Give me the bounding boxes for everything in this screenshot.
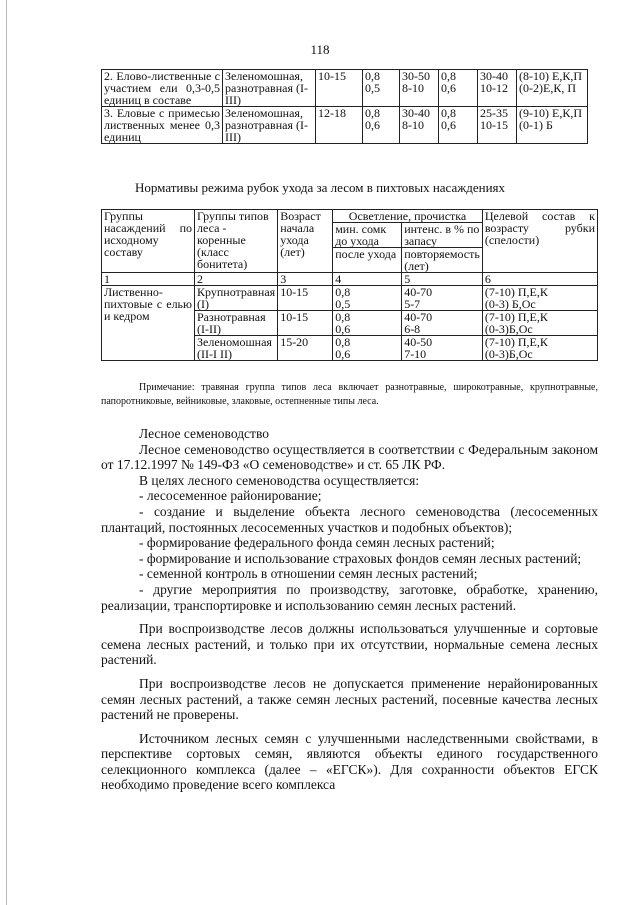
table-cell: 30-50 8-10 bbox=[400, 70, 439, 107]
header-group: Группы насаждений по исходному составу bbox=[102, 210, 195, 273]
col-number: 5 bbox=[402, 273, 483, 286]
col-number: 2 bbox=[195, 273, 278, 286]
header-intensity: интенс. в % по запасу bbox=[402, 223, 483, 248]
fir-table-title: Нормативы режима рубок ухода за лесом в пихтовых насаждениях bbox=[134, 180, 506, 195]
table-cell: 10-15 bbox=[316, 70, 363, 107]
list-item: - другие мероприятия по производству, заготовке, обработке, хранению, реализации, транспортировке и использованию семян лесных растений. bbox=[101, 581, 598, 613]
col-number: 6 bbox=[482, 273, 597, 286]
table-cell: 3. Еловые с примесью лиственных менее 0,3 единиц bbox=[102, 107, 223, 144]
table-cell: 0,8 0,6 bbox=[439, 70, 478, 107]
table-cell: 15-20 bbox=[278, 336, 333, 361]
col-number: 4 bbox=[333, 273, 402, 286]
seed-section bbox=[101, 426, 598, 793]
header-min-density: мин. сомк до ухода bbox=[333, 223, 402, 248]
paragraph: При воспроизводстве лесов должны использоваться улучшенные и сортовые семена лесных растений, и только при их отсутствии, нормальные семена лесных растений. bbox=[101, 621, 598, 668]
table-cell: 12-18 bbox=[316, 107, 363, 144]
list-item: - формирование федерального фонда семян лесных растений; bbox=[139, 535, 495, 551]
paragraph: В целях лесного семеноводства осуществляется: bbox=[139, 472, 420, 488]
page-number: 118 bbox=[310, 42, 330, 57]
spruce-table-continued bbox=[101, 69, 588, 144]
table-cell: Разнотравная (I-II) bbox=[195, 311, 278, 336]
table-cell: 30-40 10-12 bbox=[478, 70, 517, 107]
paragraph: Источником лесных семян с улучшенными наследственными свойствами, в перспективе сортовых семян, являются объекты единого государственного селекционного комплекса (далее – «ЕГСК»). Для сохранности объектов ЕГСК необходимо проведение всего комплекса bbox=[101, 730, 598, 793]
table-cell: 40-50 7-10 bbox=[402, 336, 483, 361]
table-cell: (7-10) П,Е,К (0-3)Б,Ос bbox=[482, 336, 597, 361]
table-cell: (9-10) Е,К,П (0-1) Б bbox=[517, 107, 588, 144]
header-after-thinning: после ухода bbox=[333, 248, 402, 273]
list-item: - формирование и использование страховых фондов семян лесных растений; bbox=[139, 550, 582, 566]
table-cell: 40-70 6-8 bbox=[402, 311, 483, 336]
table-row bbox=[102, 107, 588, 144]
table-cell: 10-15 bbox=[278, 286, 333, 311]
table-cell: 0,8 0,6 bbox=[363, 107, 400, 144]
header-start-age: Возраст начала ухода (лет) bbox=[278, 210, 333, 273]
table-cell: 0,8 0,6 bbox=[333, 336, 402, 361]
table-cell: 0,8 0,6 bbox=[333, 311, 402, 336]
group-cell: Лиственно-пихтовые с елью и кедром bbox=[102, 286, 195, 361]
table-cell: 0,8 0,6 bbox=[439, 107, 478, 144]
table-cell: Зеленомошная, разнотравная (I-III) bbox=[223, 70, 316, 107]
col-number: 3 bbox=[278, 273, 333, 286]
list-item: - лесосеменное районирование; bbox=[139, 488, 322, 504]
col-number: 1 bbox=[102, 273, 195, 286]
table-cell: 10-15 bbox=[278, 311, 333, 336]
table-cell: Крупнотравная (I) bbox=[195, 286, 278, 311]
table-cell: 0,8 0,5 bbox=[333, 286, 402, 311]
section-heading: Лесное семеноводство bbox=[139, 426, 269, 441]
table-cell: 30-40 8-10 bbox=[400, 107, 439, 144]
table-cell: (8-10) Е,К,П (0-2)Е,К, П bbox=[517, 70, 588, 107]
table-cell: (7-10) П,Е,К (0-3)Б,Ос bbox=[482, 311, 597, 336]
scan-edge-line bbox=[6, 0, 7, 905]
header-forest-type: Группы типов леса - коренные (класс бонитета) bbox=[195, 210, 278, 273]
table-cell: 0,8 0,5 bbox=[363, 70, 400, 107]
table-cell: Зеленомошная (II-I II) bbox=[195, 336, 278, 361]
header-repeat: повторяемость (лет) bbox=[402, 248, 483, 273]
paragraph: При воспроизводстве лесов не допускается применение нерайонированных семян лесных растений, а также семян лесных растений, посевные качества лесных растений не проверены. bbox=[101, 675, 598, 723]
table-row bbox=[102, 286, 598, 311]
fir-thinning-table bbox=[101, 209, 598, 361]
table-row bbox=[102, 70, 588, 107]
list-item: - семенной контроль в отношении семян лесных растений; bbox=[139, 566, 478, 582]
table-note: Примечание: травяная группа типов леса включает разнотравные, широкотравные, крупнотравные, папоротниковые, вейниковые, злаковые, остепненные типы леса. bbox=[101, 382, 598, 407]
table-cell: 25-35 10-15 bbox=[478, 107, 517, 144]
table-cell: Зеленомошная, разнотравная (I-III) bbox=[223, 107, 316, 144]
list-item: - создание и выделение объекта лесного семеноводства (лесосеменных плантаций, постоянных лесосеменных участков и подобных объектов); bbox=[101, 503, 598, 535]
table-cell: 40-70 5-7 bbox=[402, 286, 483, 311]
table-cell: 2. Елово-лиственные с участием ели 0,3-0,5 единиц в составе bbox=[102, 70, 223, 107]
header-thinning: Осветление, прочистка bbox=[333, 210, 483, 223]
table-cell: (7-10) П,Е,К (0-3) Б,Ос bbox=[482, 286, 597, 311]
header-target-composition: Целевой состав к возрасту рубки (спелости) bbox=[482, 210, 597, 273]
paragraph: Лесное семеноводство осуществляется в соответствии с Федеральным законом от 17.12.1997 № 149-ФЗ «О семеноводстве» и ст. 65 ЛК РФ. bbox=[101, 441, 598, 473]
